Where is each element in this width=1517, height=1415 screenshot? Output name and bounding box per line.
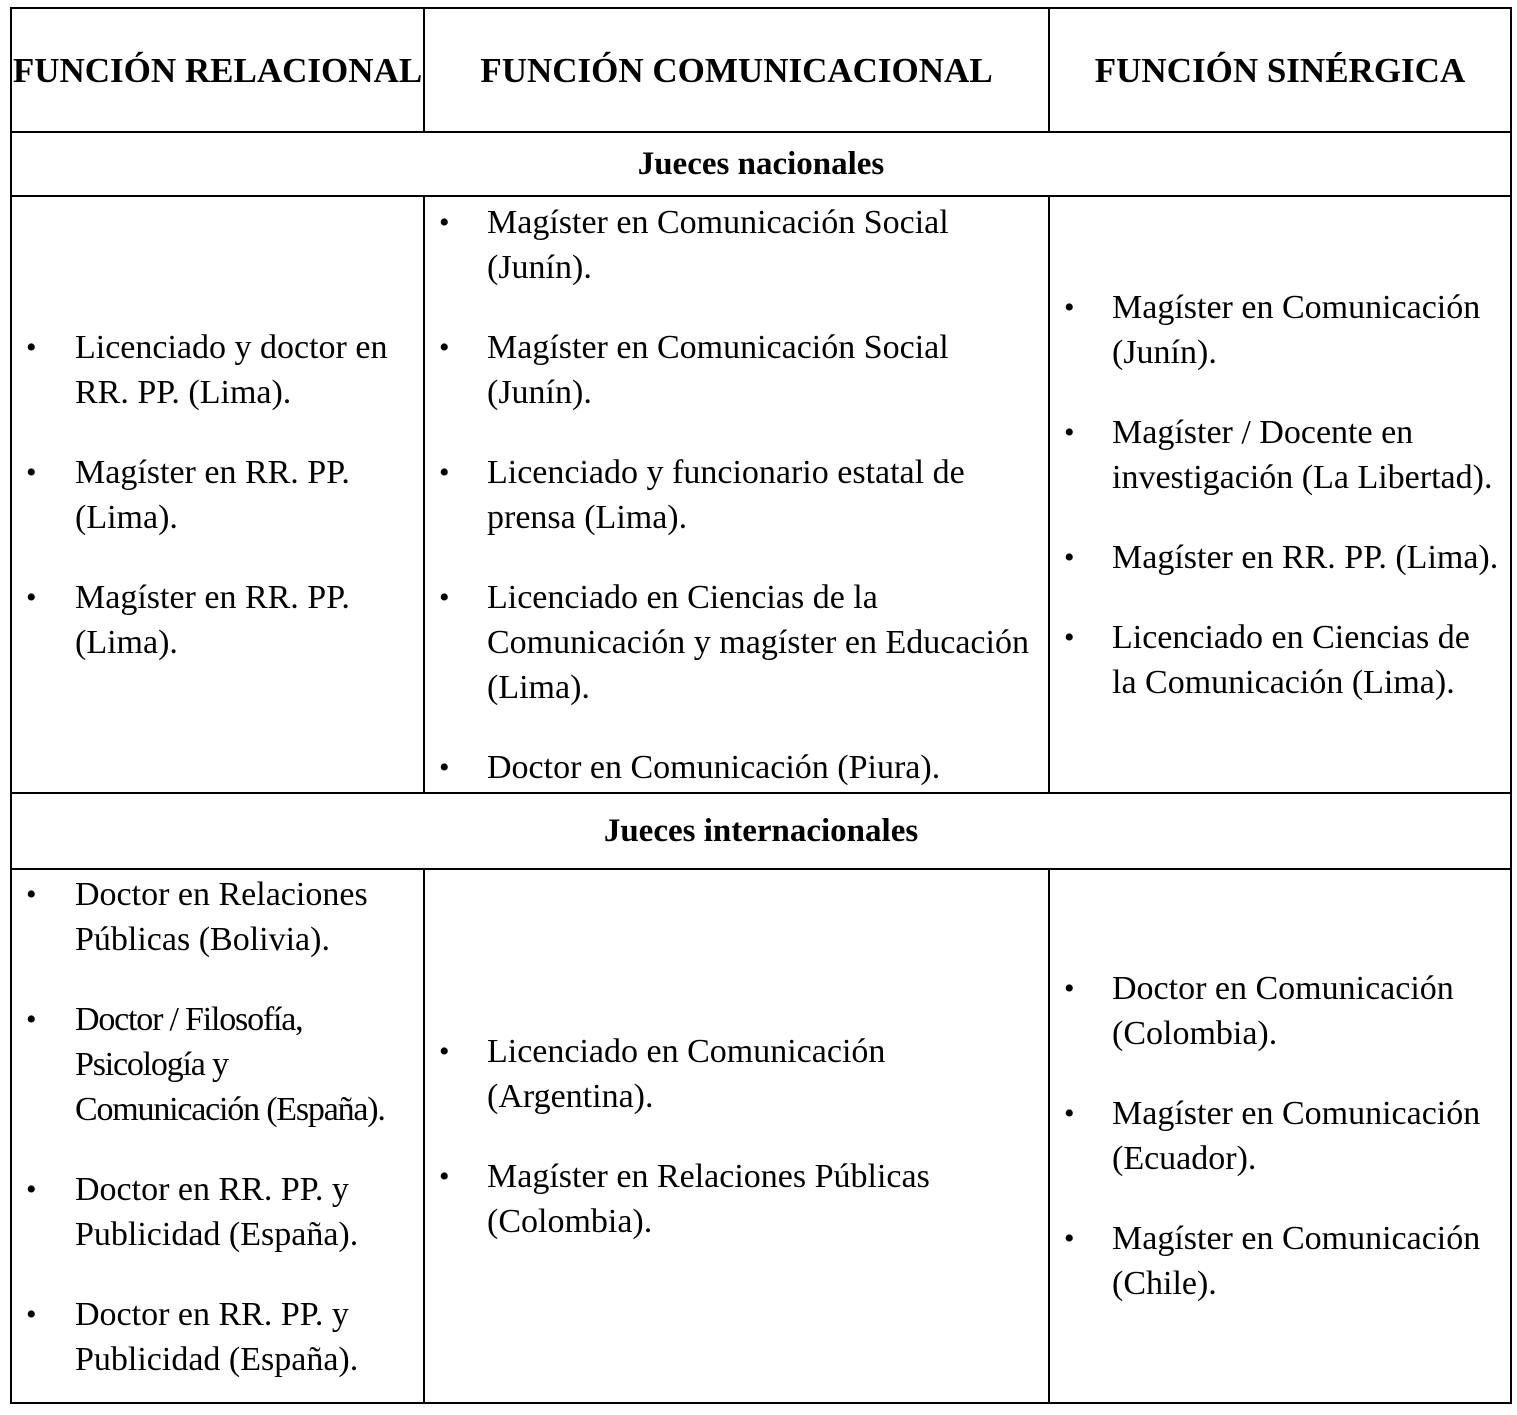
list-item [26,1167,415,1257]
list-item-text: Doctor en RR. PP. y Publicidad (España). [75,1296,359,1378]
cell-nacionales-relacional [11,196,424,793]
list-item [26,1292,415,1382]
bullet-icon: • [439,1159,450,1193]
list-item [439,200,1040,290]
bullet-icon: • [439,750,450,784]
list-item-text: Doctor en Comunicación (Colombia). [1112,970,1454,1052]
list-item [26,325,415,415]
header-row [11,8,1511,132]
section-title-internacionales: Jueces internacionales [11,793,1511,869]
list-item [439,325,1040,415]
list-item-text: Licenciado y funcionario estatal de prensa (Lima). [487,453,965,536]
list-item [1064,410,1502,500]
list-internacionales-sinergica [1050,966,1510,1306]
cell-nacionales-sinergica [1049,196,1511,793]
cell-nacionales-comunicacional [424,196,1049,793]
header-comunicacional: FUNCIÓN COMUNICACIONAL [424,8,1049,132]
section-title-nacionales: Jueces nacionales [11,132,1511,196]
list-item [439,575,1040,710]
list-item-text: Doctor / Filosofía, Psicología y Comunicación (España). [75,1001,385,1128]
bullet-icon: • [26,330,37,364]
list-item [439,745,1040,790]
list-item [439,1154,1040,1244]
bullet-icon: • [1064,415,1075,449]
bullet-icon: • [439,1034,450,1068]
list-item-text: Magíster en Comunicación Social (Junín). [487,328,949,411]
cell-internacionales-sinergica [1049,869,1511,1403]
bullet-icon: • [439,455,450,489]
bullet-icon: • [439,580,450,614]
list-item [439,1029,1040,1119]
bullet-icon: • [1064,540,1075,574]
bullet-icon: • [26,580,37,614]
list-item-text: Licenciado en Ciencias de la Comunicación (Lima). [1112,618,1470,701]
bullet-icon: • [26,1298,37,1331]
cell-internacionales-relacional [11,869,424,1403]
section-row-internacionales [11,793,1511,869]
list-item-text: Magíster en Comunicación (Ecuador). [1112,1095,1481,1177]
judges-table [10,7,1512,1404]
content-row-nacionales [11,196,1511,793]
list-item-text: Magíster en Comunicación (Junín). [1112,288,1481,371]
bullet-icon: • [1064,620,1075,654]
bullet-icon: • [1064,1097,1075,1130]
list-item [26,872,415,962]
header-relacional: FUNCIÓN RELACIONAL [11,8,424,132]
list-item-text: Doctor en RR. PP. y Publicidad (España). [75,1171,359,1253]
bullet-icon: • [26,1003,36,1036]
list-nacionales-comunicacional [425,200,1048,790]
list-item [1064,966,1502,1056]
list-item [1064,615,1502,705]
section-row-nacionales [11,132,1511,196]
list-item-text: Magíster en RR. PP. (Lima). [75,578,350,661]
list-item-text: Magíster en RR. PP. (Lima). [1112,538,1499,576]
list-nacionales-sinergica [1050,285,1510,705]
list-item-text: Magíster / Docente en investigación (La Libertad). [1112,413,1493,496]
list-item-text: Magíster en Comunicación Social (Junín). [487,203,949,286]
bullet-icon: • [1064,972,1075,1005]
list-item-text: Doctor en Relaciones Públicas (Bolivia). [75,876,368,958]
list-item [1064,535,1502,580]
cell-internacionales-comunicacional [424,869,1049,1403]
list-item-text: Magíster en Comunicación (Chile). [1112,1220,1481,1302]
list-item [1064,285,1502,375]
bullet-icon: • [26,455,37,489]
bullet-icon: • [439,205,450,239]
list-item [26,575,415,665]
list-item [26,450,415,540]
list-nacionales-relacional [12,325,423,665]
bullet-icon: • [26,1173,37,1206]
list-item-text: Licenciado en Comunicación (Argentina). [487,1032,886,1115]
list-internacionales-relacional [12,872,423,1382]
list-item-text: Doctor en Comunicación (Piura). [487,748,941,786]
content-row-internacionales [11,869,1511,1403]
bullet-icon: • [26,878,37,911]
list-item-text: Licenciado y doctor en RR. PP. (Lima). [75,328,388,411]
bullet-icon: • [439,330,450,364]
bullet-icon: • [1064,1222,1075,1255]
bullet-icon: • [1064,290,1075,324]
header-sinergica: FUNCIÓN SINÉRGICA [1049,8,1511,132]
list-item-text: Magíster en Relaciones Públicas (Colombia). [487,1157,930,1240]
list-item-text: Licenciado en Ciencias de la Comunicación y magíster en Educación (Lima). [487,578,1029,706]
list-item-text: Magíster en RR. PP. (Lima). [75,453,350,536]
list-item [439,450,1040,540]
list-item [1064,1091,1502,1181]
list-item [1064,1216,1502,1306]
list-internacionales-comunicacional [425,1029,1048,1244]
list-item [26,997,415,1132]
